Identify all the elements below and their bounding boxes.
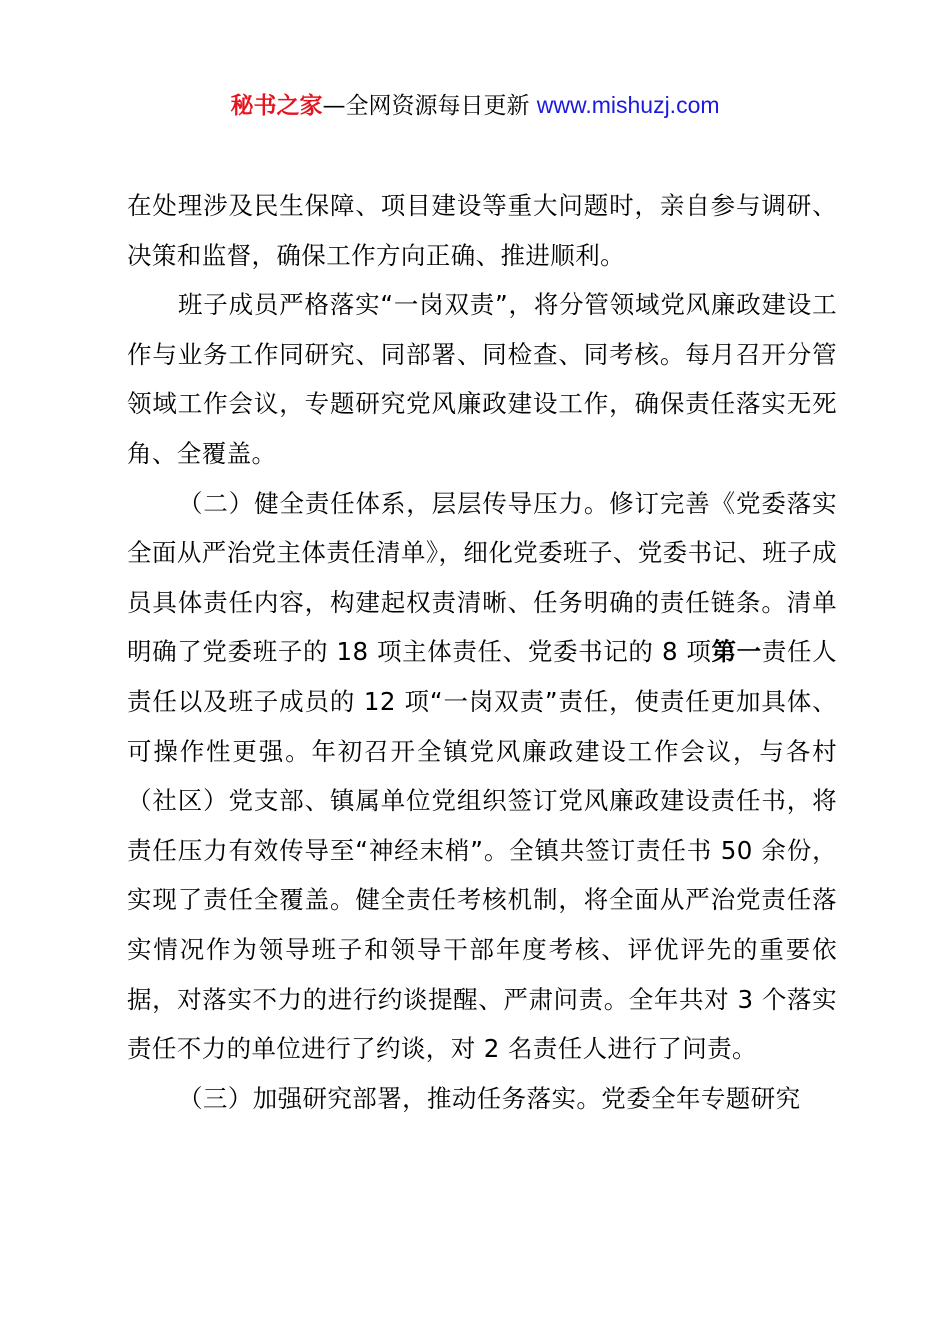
document-body [127, 181, 837, 1123]
section-two-emphasis: 第一 [711, 637, 762, 667]
paragraph-team-responsibility: 班子成员严格落实“一岗双责”，将分管领域党风廉政建设工作与业务工作同研究、同部署、同检查、同考核。每月召开分管领域工作会议，专题研究党风廉政建设工作，确保责任落实无死角、全覆盖。 [127, 290, 837, 468]
section-two-text-a: （二）健全责任体系，层层传导压力。修订完善《党委落实全面从严治党主体责任清单》，细化党委班子、党委书记、班子成员具体责任内容，构建起权责清晰、任务明确的责任链条。清单明确了党委班子的 18 项主体责任、党委书记的 8 项 [127, 488, 837, 667]
header-tagline: —全网资源每日更新 [322, 93, 530, 119]
paragraph-section-three: （三）加强研究部署，推动任务落实。党委全年专题研究 [178, 1083, 801, 1113]
site-url-link[interactable]: www.mishuzj.com [536, 92, 720, 118]
paragraph-continuation: 在处理涉及民生保障、项目建设等重大问题时，亲自参与调研、决策和监督，确保工作方向正确、推进顺利。 [127, 191, 837, 270]
paragraph-section-two [127, 479, 837, 1074]
brand-name: 秘书之家 [230, 93, 323, 119]
page-header [0, 88, 950, 123]
section-two-text-b: 责任人责任以及班子成员的 12 项“一岗双责”责任，使责任更加具体、可操作性更强。年初召开全镇党风廉政建设工作会议，与各村（社区）党支部、镇属单位党组织签订党风廉政建设责任书，将责任压力有效传导至“神经末梢”。全镇共签订责任书 50 余份，实现了责任全覆盖。健全责任考核机制，将全面从严治党责任落实情况作为领导班子和领导干部年度考核、评优评先的重要依据，对落实不力的进行约谈提醒、严肃问责。全年共对 3 个落实责任不力的单位进行了约谈，对 2 名责任人进行了问责。 [127, 637, 837, 1064]
